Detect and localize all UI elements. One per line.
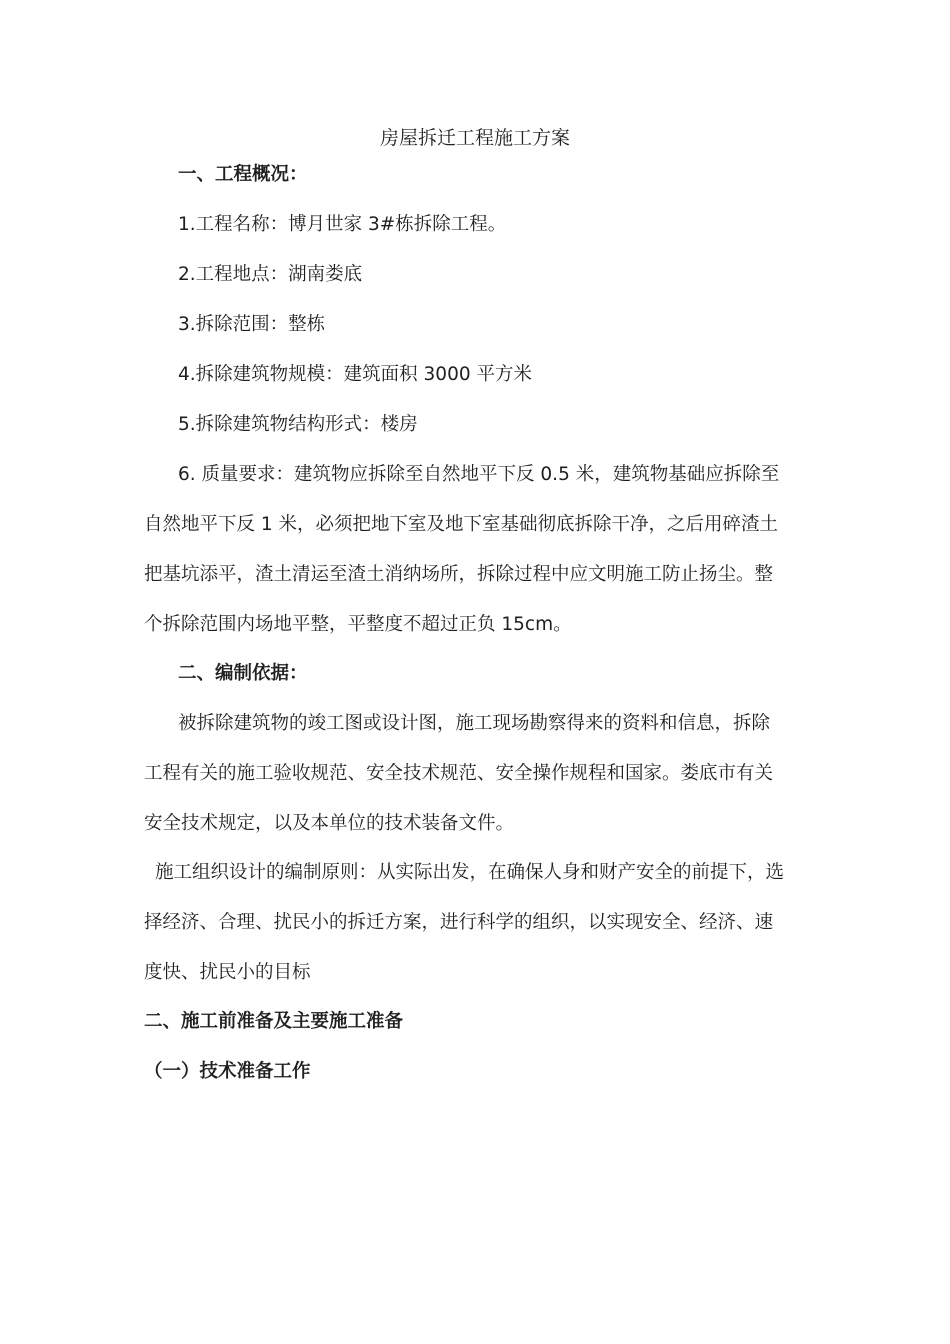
quality-line-2: 自然地平下反 1 米，必须把地下室及地下室基础彻底拆除干净，之后用碎渣土: [144, 514, 779, 535]
section-heading-preparation: 二、施工前准备及主要施工准备: [144, 1011, 404, 1032]
basis-line-1: 被拆除建筑物的竣工图或设计图，施工现场勘察得来的资料和信息，拆除: [178, 713, 771, 734]
quality-line-4: 个拆除范围内场地平整，平整度不超过正负 15cm。: [144, 614, 572, 635]
subsection-heading-technical: （一）技术准备工作: [144, 1061, 311, 1082]
basis-line-3: 安全技术规定，以及本单位的技术装备文件。: [144, 813, 515, 834]
section-heading-basis: 二、编制依据：: [178, 663, 308, 684]
overview-item-scope: 3.拆除范围：整栋: [178, 314, 326, 335]
basis-line-2: 工程有关的施工验收规范、安全技术规范、安全操作规程和国家。娄底市有关: [144, 763, 774, 784]
quality-line-1: 6. 质量要求：建筑物应拆除至自然地平下反 0.5 米，建筑物基础应拆除至: [178, 464, 780, 485]
document-title: 房屋拆迁工程施工方案: [379, 127, 570, 149]
overview-item-scale: 4.拆除建筑物规模：建筑面积 3000 平方米: [178, 364, 532, 385]
principle-line-3: 度快、扰民小的目标: [144, 962, 311, 983]
overview-item-name: 1.工程名称：博月世家 3#栋拆除工程。: [178, 214, 507, 235]
overview-item-structure: 5.拆除建筑物结构形式：楼房: [178, 414, 418, 435]
principle-line-2: 择经济、合理、扰民小的拆迁方案，进行科学的组织，以实现安全、经济、速: [144, 912, 774, 933]
overview-item-location: 2.工程地点：湖南娄底: [178, 264, 363, 285]
quality-line-3: 把基坑添平，渣土清运至渣土消纳场所，拆除过程中应文明施工防止扬尘。整: [144, 564, 774, 585]
principle-line-1: 施工组织设计的编制原则：从实际出发，在确保人身和财产安全的前提下，选: [155, 862, 785, 883]
section-heading-overview: 一、工程概况：: [178, 164, 308, 185]
